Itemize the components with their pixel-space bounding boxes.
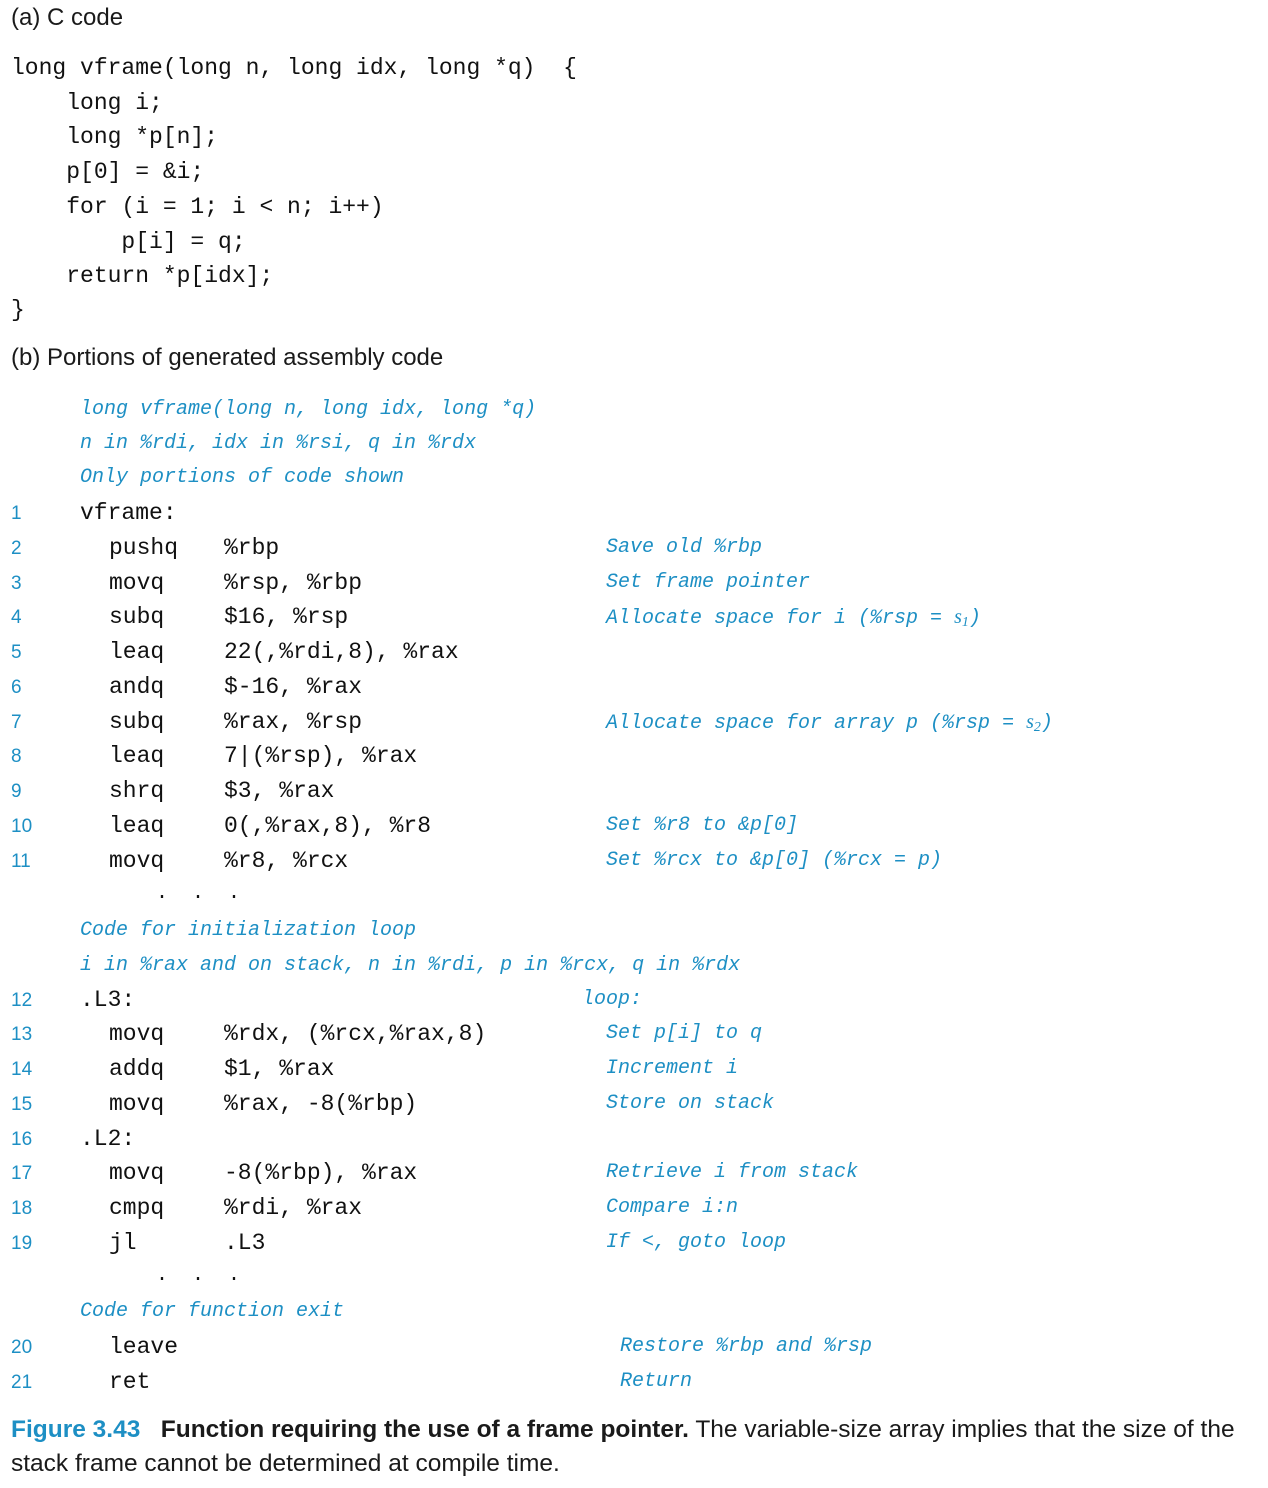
asm-opcode: movq xyxy=(109,570,165,596)
asm-comment-text: Allocate space for i (%rsp = xyxy=(606,607,955,630)
asm-comment xyxy=(606,1159,858,1187)
figure-title: Function requiring the use of a frame pointer. xyxy=(160,1416,689,1443)
heading-assembly: (b) Portions of generated assembly code xyxy=(11,344,444,371)
asm-operands: -8(%rbp), %rax xyxy=(224,1160,418,1186)
asm-comment-text: Set p[i] to q xyxy=(606,1022,763,1045)
asm-comment-tail: ) xyxy=(1040,712,1053,735)
asm-comment xyxy=(606,534,762,562)
asm-comment-text: Set %rcx to &p[0] (%rcx = p) xyxy=(606,849,943,872)
asm-operands: %rsp, %rbp xyxy=(224,570,363,596)
line-number: 8 xyxy=(11,746,22,767)
loop-comment: Code for initialization loop xyxy=(80,919,417,942)
asm-opcode: andq xyxy=(109,674,165,700)
stack-symbol-subscript: 1 xyxy=(961,615,969,630)
asm-opcode: movq xyxy=(109,848,165,874)
asm-opcode: pushq xyxy=(109,535,179,561)
asm-comment xyxy=(606,1194,738,1222)
line-number: 6 xyxy=(11,677,22,698)
asm-comment-text: Set frame pointer xyxy=(606,571,811,594)
asm-comment xyxy=(606,1020,762,1048)
asm-operands: %rax, -8(%rbp) xyxy=(224,1091,418,1117)
asm-operands: $1, %rax xyxy=(224,1056,335,1082)
asm-operands: $-16, %rax xyxy=(224,674,363,700)
header-comment: n in %rdi, idx in %rsi, q in %rdx xyxy=(80,432,477,455)
asm-operands: %rdx, (%rcx,%rax,8) xyxy=(224,1021,487,1047)
asm-operands: $3, %rax xyxy=(224,778,335,804)
c-code-line: long i; xyxy=(11,90,163,116)
asm-operands: %r8, %rcx xyxy=(224,848,349,874)
line-number: 1 xyxy=(11,503,22,524)
line-number: 5 xyxy=(11,642,22,663)
c-code-line: p[0] = &i; xyxy=(11,159,205,185)
asm-operands: .L3 xyxy=(224,1230,266,1256)
line-number: 12 xyxy=(11,990,33,1011)
c-code-line: return *p[idx]; xyxy=(11,263,274,289)
asm-comment-text: Set %r8 to &p[0] xyxy=(606,814,799,837)
asm-comment xyxy=(606,603,981,633)
asm-opcode: subq xyxy=(109,604,165,630)
asm-opcode: leaq xyxy=(109,743,165,769)
asm-comment-text: Retrieve i from stack xyxy=(606,1161,859,1184)
ellipsis: . . . xyxy=(156,882,247,905)
asm-opcode: leave xyxy=(109,1334,179,1360)
line-number: 18 xyxy=(11,1198,33,1219)
asm-comment-text: Restore %rbp and %rsp xyxy=(620,1335,873,1358)
asm-operands: %rbp xyxy=(224,535,280,561)
asm-comment-text: Compare i:n xyxy=(606,1196,739,1219)
asm-opcode: leaq xyxy=(109,639,165,665)
asm-operands: 7|(%rsp), %rax xyxy=(224,743,418,769)
line-number: 2 xyxy=(11,538,22,559)
asm-opcode: cmpq xyxy=(109,1195,165,1221)
line-number: 9 xyxy=(11,781,22,802)
figure-label: Figure 3.43 xyxy=(11,1416,141,1443)
figure-caption-text: The variable-size array implies that the size of the stack frame cannot be determined at compile time. xyxy=(11,1416,1235,1477)
asm-comment xyxy=(606,1055,738,1083)
asm-operands: 0(,%rax,8), %r8 xyxy=(224,813,432,839)
asm-comment-text: If <, goto loop xyxy=(606,1231,787,1254)
c-code-line: long *p[n]; xyxy=(11,124,219,150)
asm-opcode: subq xyxy=(109,709,165,735)
line-number: 14 xyxy=(11,1059,33,1080)
line-number: 15 xyxy=(11,1094,33,1115)
ellipsis: . . . xyxy=(156,1264,247,1287)
asm-opcode: movq xyxy=(109,1160,165,1186)
asm-comment xyxy=(606,847,942,875)
asm-comment-text: Allocate space for array p (%rsp = xyxy=(606,712,1027,735)
asm-operands: $16, %rsp xyxy=(224,604,349,630)
asm-comment xyxy=(606,1090,774,1118)
figure-caption xyxy=(11,1413,1261,1481)
line-number: 19 xyxy=(11,1233,33,1254)
asm-label: vframe: xyxy=(80,500,177,526)
asm-comment xyxy=(606,812,798,840)
asm-comment xyxy=(606,569,810,597)
line-number: 13 xyxy=(11,1024,33,1045)
asm-comment xyxy=(606,1229,786,1257)
asm-comment xyxy=(582,986,642,1014)
c-code-line: } xyxy=(11,297,25,323)
asm-opcode: addq xyxy=(109,1056,165,1082)
asm-operands: %rdi, %rax xyxy=(224,1195,363,1221)
line-number: 16 xyxy=(11,1129,33,1150)
line-number: 11 xyxy=(11,851,31,872)
asm-comment-text: Increment i xyxy=(606,1057,739,1080)
asm-comment-text: Store on stack xyxy=(606,1092,775,1115)
asm-opcode: jl xyxy=(109,1230,137,1256)
line-number: 20 xyxy=(11,1337,33,1358)
line-number: 10 xyxy=(11,816,33,837)
asm-label: .L2: xyxy=(80,1126,136,1152)
header-comment: long vframe(long n, long idx, long *q) xyxy=(80,398,537,421)
asm-comment xyxy=(620,1368,692,1396)
line-number: 4 xyxy=(11,607,22,628)
asm-label: .L3: xyxy=(80,987,136,1013)
asm-comment xyxy=(606,708,1053,738)
line-number: 3 xyxy=(11,573,22,594)
asm-opcode: ret xyxy=(109,1369,151,1395)
asm-opcode: shrq xyxy=(109,778,165,804)
stack-symbol-subscript: 2 xyxy=(1033,720,1041,735)
asm-opcode: movq xyxy=(109,1021,165,1047)
asm-operands: 22(,%rdi,8), %rax xyxy=(224,639,459,665)
stack-symbol: s xyxy=(1026,711,1034,733)
asm-comment-text: Save old %rbp xyxy=(606,536,763,559)
line-number: 21 xyxy=(11,1372,33,1393)
c-code-line: p[i] = q; xyxy=(11,229,246,255)
line-number: 7 xyxy=(11,712,22,733)
asm-comment-text: Return xyxy=(620,1370,693,1393)
c-code-line: for (i = 1; i < n; i++) xyxy=(11,194,384,220)
asm-operands: %rax, %rsp xyxy=(224,709,363,735)
asm-opcode: leaq xyxy=(109,813,165,839)
exit-comment: Code for function exit xyxy=(80,1300,345,1323)
asm-opcode: movq xyxy=(109,1091,165,1117)
stack-symbol: s xyxy=(954,606,962,628)
asm-comment xyxy=(620,1333,872,1361)
heading-c-code: (a) C code xyxy=(11,4,124,31)
asm-comment-tail: ) xyxy=(968,607,981,630)
loop-comment: i in %rax and on stack, n in %rdi, p in %rcx, q in %rdx xyxy=(80,954,741,977)
c-code-line: long vframe(long n, long idx, long *q) { xyxy=(11,55,577,81)
header-comment: Only portions of code shown xyxy=(80,466,405,489)
asm-comment-text: loop: xyxy=(582,988,643,1011)
line-number: 17 xyxy=(11,1163,33,1184)
